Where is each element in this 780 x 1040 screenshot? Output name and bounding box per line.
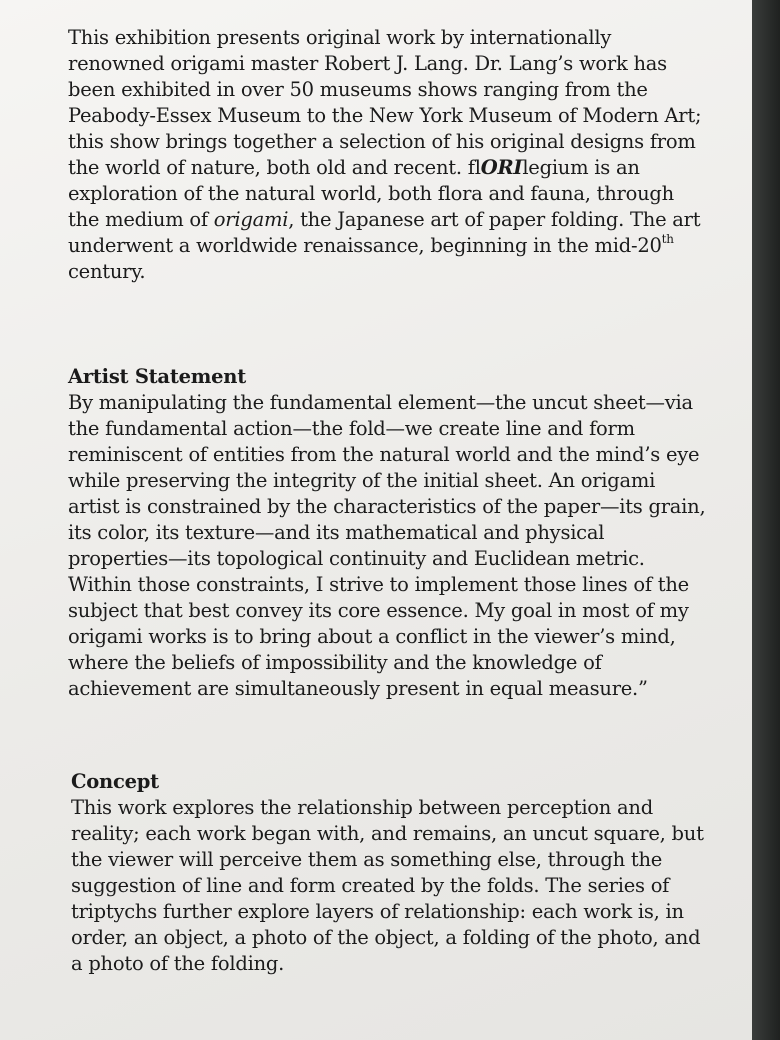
statement-line: while preserving the integrity of the initial sheet. An origami [68,469,656,492]
century-text: underwent a worldwide renaissance, beginning in the mid-20 [68,234,662,257]
intro-line: renowned origami master Robert J. Lang. Dr. Lang’s work has [68,52,667,75]
intro-line: exploration of the natural world, both flora and fauna, through [68,182,674,205]
origami-pre: the medium of [68,208,214,231]
concept-line: suggestion of line and form created by the folds. The series of [71,874,670,897]
intro-line: century. [68,260,146,283]
intro-line: been exhibited in over 50 museums shows ranging from the [68,78,648,101]
intro-line: this show brings together a selection of his original designs from [68,130,696,153]
statement-line: artist is constrained by the characteristics of the paper—its grain, [68,495,706,518]
concept-line: This work explores the relationship between perception and [71,796,653,819]
origami-emphasis: origami [213,208,289,231]
century-superscript: th [661,231,674,246]
statement-line: the fundamental action—the fold—we create line and form [68,417,635,440]
statement-line: Within those constraints, I strive to implement those lines of the [68,573,689,596]
statement-line: reminiscent of entities from the natural world and the mind’s eye [68,443,700,466]
concept-heading: Concept [71,770,159,793]
intro-line: Peabody-Essex Museum to the New York Museum of Modern Art; [68,104,702,127]
concept-line: a photo of the folding. [71,952,285,975]
statement-line: properties—its topological continuity and Euclidean metric. [68,547,645,570]
intro-line [68,233,701,259]
artist-statement-section [68,364,705,702]
florilegium-pre: fl [467,156,481,179]
concept-section [71,769,704,977]
intro-line: This exhibition presents original work by internationally [68,26,612,49]
florilegium-emphasis: ORI [480,156,523,179]
dark-background-edge [752,0,780,1040]
intro-line-text: the world of nature, both old and recent. [68,156,462,179]
statement-line: achievement are simultaneously present in equal measure.” [68,677,648,700]
statement-line: By manipulating the fundamental element—the uncut sheet—via [68,391,693,414]
florilegium-post: legium is an [522,156,640,179]
statement-line: where the beliefs of impossibility and the knowledge of [68,651,602,674]
intro-line [68,207,701,233]
statement-line: subject that best convey its core essence. My goal in most of my [68,599,689,622]
intro-line [68,155,701,181]
artist-statement-heading: Artist Statement [68,365,246,388]
statement-line: its color, its texture—and its mathematical and physical [68,521,605,544]
statement-line: origami works is to bring about a conflict in the viewer’s mind, [68,625,676,648]
concept-line: order, an object, a photo of the object, a folding of the photo, and [71,926,701,949]
concept-line: triptychs further explore layers of relationship: each work is, in [71,900,684,923]
concept-line: reality; each work began with, and remains, an uncut square, but [71,822,704,845]
origami-post: , the Japanese art of paper folding. The art [288,208,701,231]
intro-paragraph [68,25,701,285]
concept-line: the viewer will perceive them as something else, through the [71,848,663,871]
